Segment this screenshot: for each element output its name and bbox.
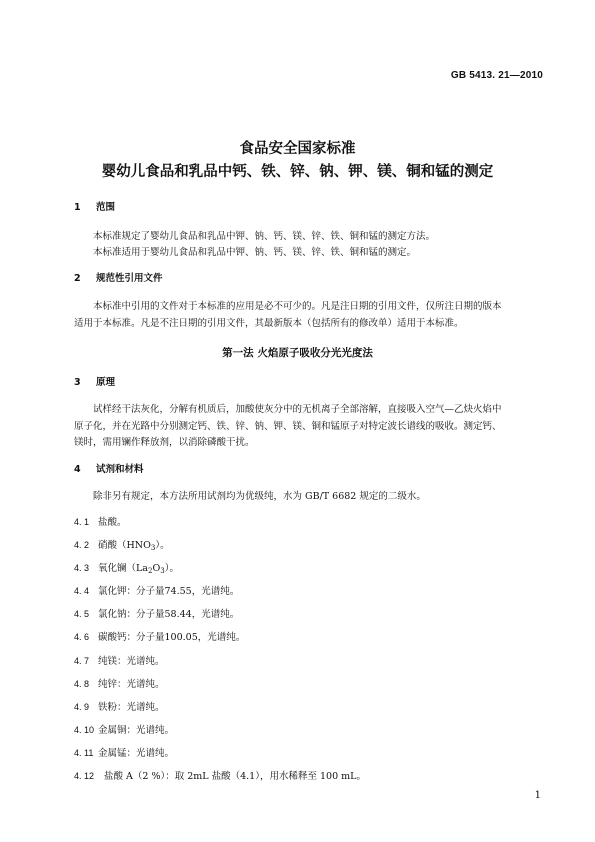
item-text: 金属锰：光谱纯。 xyxy=(98,748,175,759)
principle-line-1: 试样经干法灰化，分解有机质后，加酸使灰分中的无机离子全部溶解，直接吸入空气—乙炔火焰中 xyxy=(93,404,502,415)
section-heading-references xyxy=(74,270,163,284)
item-text: 纯镁：光谱纯。 xyxy=(98,656,165,667)
item-text: 纯锌：光谱纯。 xyxy=(98,679,165,690)
scope-paragraph-2: 本标准适用于婴幼儿食品和乳品中钾、钠、钙、镁、锌、铁、铜和锰的测定。 xyxy=(93,247,417,258)
list-item xyxy=(74,560,179,575)
section-title: 试剂和材料 xyxy=(96,464,144,475)
item-text: 碳酸钙：分子量100.05，光谱纯。 xyxy=(98,632,246,643)
list-item xyxy=(74,629,245,643)
method-heading: 第一法 火焰原子吸收分光光度法 xyxy=(222,347,373,359)
section-heading-principle xyxy=(74,374,115,388)
section-number: 2 xyxy=(74,273,81,284)
list-item xyxy=(74,745,174,759)
references-line-1: 本标准中引用的文件对于本标准的应用是必不可少的。凡是注日期的引用文件，仅所注日期的版本 xyxy=(93,301,502,312)
item-number: 4. 7 xyxy=(74,656,90,666)
item-text: ）。 xyxy=(164,563,179,574)
item-text: 铁粉：光谱纯。 xyxy=(98,702,165,713)
item-number: 4. 10 xyxy=(74,725,95,735)
item-number: 4. 6 xyxy=(74,632,90,642)
standard-number: GB 5413. 21—2010 xyxy=(450,70,543,81)
item-text: O xyxy=(152,563,161,574)
section-heading-reagents xyxy=(74,461,144,475)
item-text: ）。 xyxy=(155,540,170,551)
principle-line-3: 镁时，需用镧作释放剂，以消除磷酸干扰。 xyxy=(74,437,255,448)
item-number: 4. 5 xyxy=(74,609,90,619)
section-number: 4 xyxy=(74,464,81,475)
item-number: 4. 12 xyxy=(74,771,95,781)
scope-paragraph-1: 本标准规定了婴幼儿食品和乳品中钾、钠、钙、镁、锌、铁、铜和锰的测定方法。 xyxy=(93,231,436,242)
list-item xyxy=(74,676,165,690)
item-text: 金属铜：光谱纯。 xyxy=(98,725,175,736)
reagents-intro: 除非另有规定，本方法所用试剂均为优级纯，水为 GB/T 6682 规定的二级水。 xyxy=(93,491,426,502)
subscript: 2 xyxy=(147,567,153,575)
section-title: 原理 xyxy=(96,377,116,388)
item-text: 氯化钠：分子量58.44，光谱纯。 xyxy=(98,609,240,620)
item-text: 氯化钾：分子量74.55，光谱纯。 xyxy=(98,586,240,597)
references-line-2: 适用于本标准。凡是不注日期的引用文件，其最新版本（包括所有的修改单）适用于本标准。 xyxy=(74,318,464,329)
section-heading-scope xyxy=(74,199,115,213)
list-item xyxy=(74,606,239,620)
item-number: 4. 9 xyxy=(74,702,90,712)
subscript: 3 xyxy=(160,567,165,575)
principle-line-2: 原子化，并在光路中分别测定钙、铁、锌、钠、钾、镁、铜和锰原子对特定波长谱线的吸收。测定钙、 xyxy=(74,421,502,432)
item-text: 氧化镧（La xyxy=(98,563,148,574)
list-item xyxy=(74,768,366,782)
item-text: 盐酸 A（2 %）：取 2mL 盐酸（4.1），用水稀释至 100 mL。 xyxy=(104,771,366,782)
item-number: 4. 3 xyxy=(74,563,90,573)
section-title: 范围 xyxy=(96,202,116,213)
document-title: 食品安全国家标准 xyxy=(239,141,356,157)
list-item xyxy=(74,722,174,736)
item-number: 4. 8 xyxy=(74,679,90,689)
section-title: 规范性引用文件 xyxy=(96,273,163,284)
item-text: 盐酸。 xyxy=(98,517,127,528)
subscript: 3 xyxy=(150,544,156,552)
item-number: 4. 11 xyxy=(74,748,94,758)
page-number: 1 xyxy=(534,790,541,801)
list-item xyxy=(74,537,170,552)
item-number: 4. 4 xyxy=(74,586,90,596)
list-item xyxy=(74,583,239,597)
document-subtitle: 婴幼儿食品和乳品中钙、铁、锌、钠、钾、镁、铜和锰的测定 xyxy=(101,164,494,180)
section-number: 3 xyxy=(74,377,81,388)
list-item xyxy=(74,514,127,528)
item-number: 4. 2 xyxy=(74,540,90,550)
section-number: 1 xyxy=(74,202,81,213)
item-text: 硝酸（HNO xyxy=(98,540,151,551)
item-number: 4. 1 xyxy=(74,517,90,527)
list-item xyxy=(74,699,165,713)
list-item xyxy=(74,653,165,667)
